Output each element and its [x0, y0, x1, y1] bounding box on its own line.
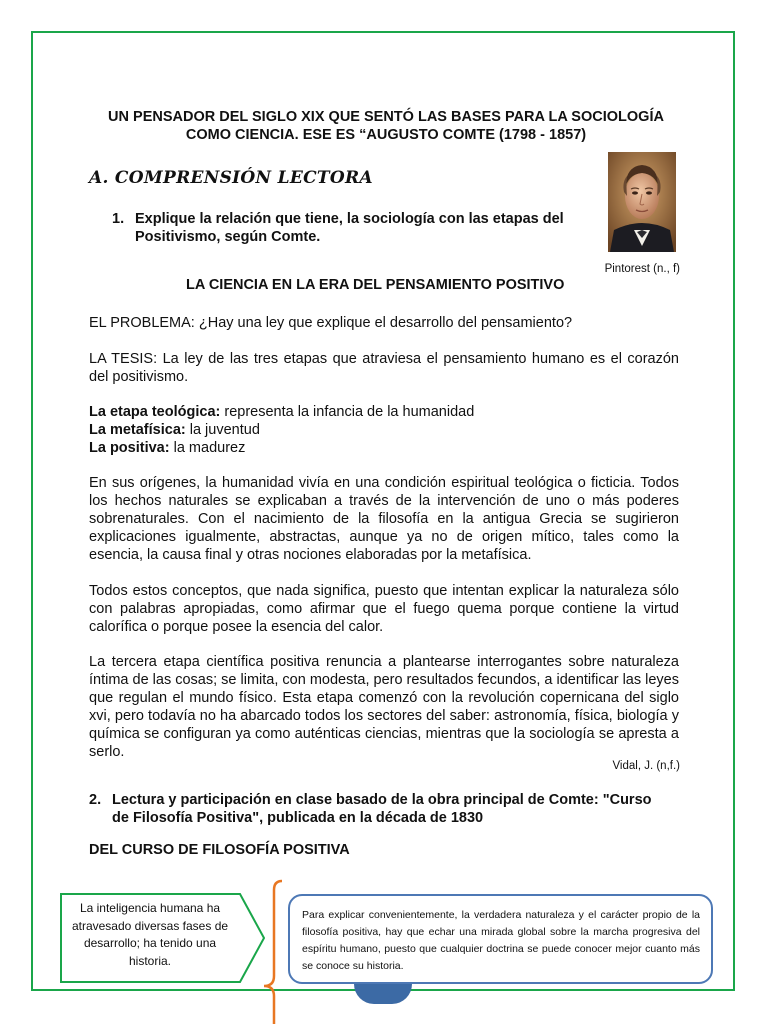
stage-item	[89, 439, 679, 457]
paragraph-1: En sus orígenes, la humanidad vivía en una condición espiritual teológica o ficticia. Todos los hechos naturales se explicaban a través de la intervención de uno o más poderes sobrenaturales. Con el nacimiento de la filosofía en la antigua Grecia se sugirieron explicaciones igualmente, abstractas, aunque ya no de origen mítico, tales como la esencia, la causa final y otras nociones elaboradas por la metafísica.	[89, 475, 679, 563]
page-decoration-shape	[354, 984, 412, 1004]
comte-portrait-image	[608, 152, 676, 252]
right-text-box	[288, 894, 713, 984]
document-title	[88, 108, 684, 144]
stage-label: La positiva:	[89, 440, 170, 456]
portrait-icon	[608, 152, 676, 252]
paragraph-3: La tercera etapa científica positiva renuncia a plantearse interrogantes sobre naturaleza íntima de las cosas; se limita, con modesta, pero resultados fecundos, a identificar las leyes que regulan el mundo físico. Esta etapa comenzó con la revolución copernicana del siglo xvi, pero todavía no ha abarcado todos los sectores del saber: astronomía, física, biología y química se configuran ya como auténticas ciencias, mientras que la sociología se apresta a serlo.	[89, 654, 679, 760]
stage-text: la madurez	[169, 440, 246, 456]
stages-list	[89, 403, 679, 457]
paragraph-2: Todos estos conceptos, que nada significa, puesto que intentan explicar la naturaleza sólo con palabras apropiadas, como afirmar que el fuego quema porque contiene la virtud calorífica o porque posee la esencia del calor.	[89, 583, 679, 635]
stage-item	[89, 421, 679, 439]
bracket-icon	[262, 878, 284, 1024]
question-2-line2: de Filosofía Positiva", publicada en la década de 1830	[112, 810, 484, 826]
question-1-text	[135, 210, 564, 246]
question-1-line2: Positivismo, según Comte.	[135, 229, 321, 245]
citation: Vidal, J. (n,f.)	[612, 760, 680, 772]
left-box-text: La inteligencia humana ha atravesado diversas fases de desarrollo; ha tenido una historia.	[71, 901, 229, 968]
stage-item	[89, 403, 679, 421]
left-arrow-box	[60, 893, 265, 983]
stage-label: La metafísica:	[89, 422, 186, 438]
portrait-credit: Pintorest (n., f)	[604, 263, 680, 275]
stage-text: representa la infancia de la humanidad	[220, 404, 475, 420]
question-2-number: 2.	[89, 792, 102, 808]
document-title-line2: COMO CIENCIA. ESE ES “AUGUSTO COMTE (1798 - 1857)	[185, 127, 587, 143]
stage-label: La etapa teológica:	[89, 404, 221, 420]
thesis-statement: LA TESIS: La ley de las tres etapas que atraviesa el pensamiento humano es el corazón del positivismo.	[89, 351, 679, 385]
right-box-text: Para explicar convenientemente, la verdadera naturaleza y el carácter propio de la filosofía positiva, hay que echar una mirada global sobre la marcha progresiva del espíritu humano, puesto que cualquier doctrina se puede conocer mejor cuanto más se conoce su historia.	[302, 909, 700, 972]
question-1	[112, 210, 612, 246]
reading-title: LA CIENCIA EN LA ERA DEL PENSAMIENTO POSITIVO	[186, 277, 565, 293]
question-1-line1: Explique la relación que tiene, la sociología con las etapas del	[135, 211, 564, 227]
section-heading: A. COMPRENSIÓN LECTORA	[89, 168, 373, 188]
question-2-text	[112, 791, 652, 827]
document-title-line1: UN PENSADOR DEL SIGLO XIX QUE SENTÓ LAS BASES PARA LA SOCIOLOGÍA	[108, 109, 664, 125]
problem-statement: EL PROBLEMA: ¿Hay una ley que explique el desarrollo del pensamiento?	[89, 315, 573, 331]
question-2-line1: Lectura y participación en clase basado de la obra principal de Comte: "Curso	[112, 792, 652, 808]
course-title: DEL CURSO DE FILOSOFÍA POSITIVA	[89, 842, 350, 858]
question-2	[89, 791, 689, 827]
question-1-number: 1.	[112, 211, 125, 227]
stage-text: la juventud	[185, 422, 260, 438]
